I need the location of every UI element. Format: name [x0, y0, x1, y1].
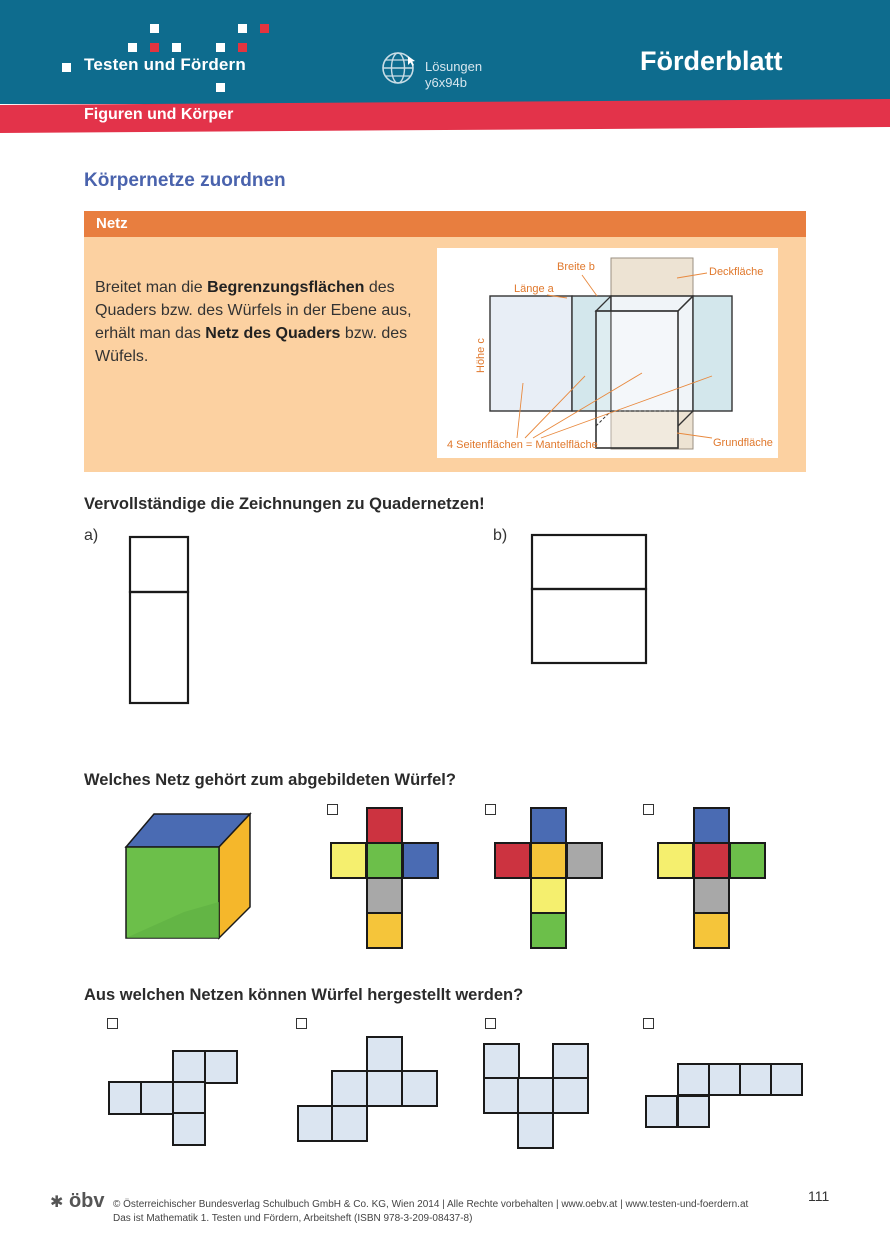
svg-text:Grundfläche: Grundfläche: [713, 437, 773, 449]
net-face-bottom: [367, 913, 402, 948]
net-square: [173, 1051, 205, 1083]
task2-question: Welches Netz gehört zum abgebildeten Würfel?: [84, 771, 456, 789]
svg-text:Länge a: Länge a: [514, 283, 554, 295]
task1-drawing-a[interactable]: [128, 535, 190, 705]
net-square: [553, 1044, 588, 1079]
net-square: [484, 1078, 519, 1113]
footer-line2: Das ist Mathematik 1. Testen und Fördern, Arbeitsheft (ISBN 978-3-209-08437-8): [113, 1213, 473, 1224]
net-face-bottom: [531, 913, 566, 948]
net-square: [678, 1096, 709, 1127]
net-face-left: [495, 843, 530, 878]
info-box-header: [84, 211, 806, 237]
task3-option4-net: [645, 1063, 805, 1129]
net-square: [332, 1071, 367, 1106]
net-square: [771, 1064, 802, 1095]
publisher-logo: ✱ öbv: [50, 1190, 105, 1212]
page-number: 111: [808, 1188, 830, 1204]
net-face-below: [694, 878, 729, 913]
page-type-title: Förderblatt: [640, 46, 783, 76]
chapter-subtitle: Figuren und Körper: [84, 106, 234, 123]
task3-question: Aus welchen Netzen können Würfel hergestellt werden?: [84, 986, 524, 1004]
net-square: [141, 1082, 173, 1114]
solutions-code: y6x94b: [425, 75, 467, 90]
net-square: [740, 1064, 771, 1095]
net-face-right: [567, 843, 602, 878]
task3-option1-checkbox[interactable]: [107, 1018, 118, 1029]
net-square: [367, 1071, 402, 1106]
net-square: [367, 1037, 402, 1072]
solutions-link[interactable]: [425, 59, 482, 91]
task3-option2-checkbox[interactable]: [296, 1018, 307, 1029]
net-square: [518, 1078, 553, 1113]
task1-question: Vervollständige die Zeichnungen zu Quadernetzen!: [84, 495, 485, 513]
net-face-below: [367, 878, 402, 913]
task3-option3-net: [483, 1043, 591, 1151]
task1-drawing-b[interactable]: [530, 533, 648, 666]
task3-option3-checkbox[interactable]: [485, 1018, 496, 1029]
net-face-center: [367, 843, 402, 878]
net-square: [173, 1113, 205, 1145]
net-square: [205, 1051, 237, 1083]
svg-text:4 Seitenflächen = Mantelfläche: 4 Seitenflächen = Mantelfläche: [447, 439, 598, 451]
footer-line1: © Österreichischer Bundesverlag Schulbuch GmbH & Co. KG, Wien 2014 | Alle Rechte vorbehalten | www.oebv.at | www.testen-und-foerdern.at: [113, 1199, 749, 1210]
net-face-top: [531, 808, 566, 843]
colored-cube: [124, 812, 254, 942]
brand-title: Testen und Fördern: [84, 55, 246, 74]
net-square: [678, 1064, 709, 1095]
task2-option3-checkbox[interactable]: [643, 804, 654, 815]
net-face-top: [367, 808, 402, 843]
svg-text:Deckfläche: Deckfläche: [709, 266, 764, 278]
net-face-right: [403, 843, 438, 878]
net-square: [484, 1044, 519, 1079]
task3-option1-net: [109, 1050, 239, 1148]
net-square: [298, 1106, 333, 1141]
svg-text:Breite b: Breite b: [557, 261, 595, 273]
svg-text:Höhe c: Höhe c: [475, 338, 487, 373]
net-face-bottom: [694, 913, 729, 948]
net-square: [402, 1071, 437, 1106]
net-face-left: [658, 843, 693, 878]
cuboid-net-diagram: [437, 248, 778, 458]
section-title: Körpernetze zuordnen: [84, 170, 286, 191]
net-face-center: [694, 843, 729, 878]
task3-option2-net: [297, 1036, 439, 1142]
net-square: [173, 1082, 205, 1114]
net-face-top: [694, 808, 729, 843]
info-box-text: Breitet man die Begrenzungsflächen des Quaders bzw. des Würfels in der Ebene aus, erhält man das Netz des Quaders bzw. des Wüfels.: [95, 279, 412, 365]
solutions-label: Lösungen: [425, 59, 483, 74]
copyright-footer: [113, 1198, 748, 1226]
net-square: [518, 1113, 553, 1148]
net-square: [709, 1064, 740, 1095]
task1-label-b: b): [493, 527, 508, 544]
net-face-below: [531, 878, 566, 913]
task2-option1-net: [330, 807, 442, 952]
net-square: [646, 1096, 677, 1127]
task3-option4-checkbox[interactable]: [643, 1018, 654, 1029]
net-face-left: [331, 843, 366, 878]
task2-option3-net: [657, 807, 769, 952]
net-square: [332, 1106, 367, 1141]
task2-option2-net: [494, 807, 606, 952]
task1-label-a: a): [84, 527, 99, 544]
net-face-center: [531, 843, 566, 878]
net-square: [109, 1082, 141, 1114]
net-face-right: [730, 843, 765, 878]
info-box-heading: Netz: [96, 215, 128, 232]
globe-icon[interactable]: [381, 50, 417, 86]
net-square: [553, 1078, 588, 1113]
